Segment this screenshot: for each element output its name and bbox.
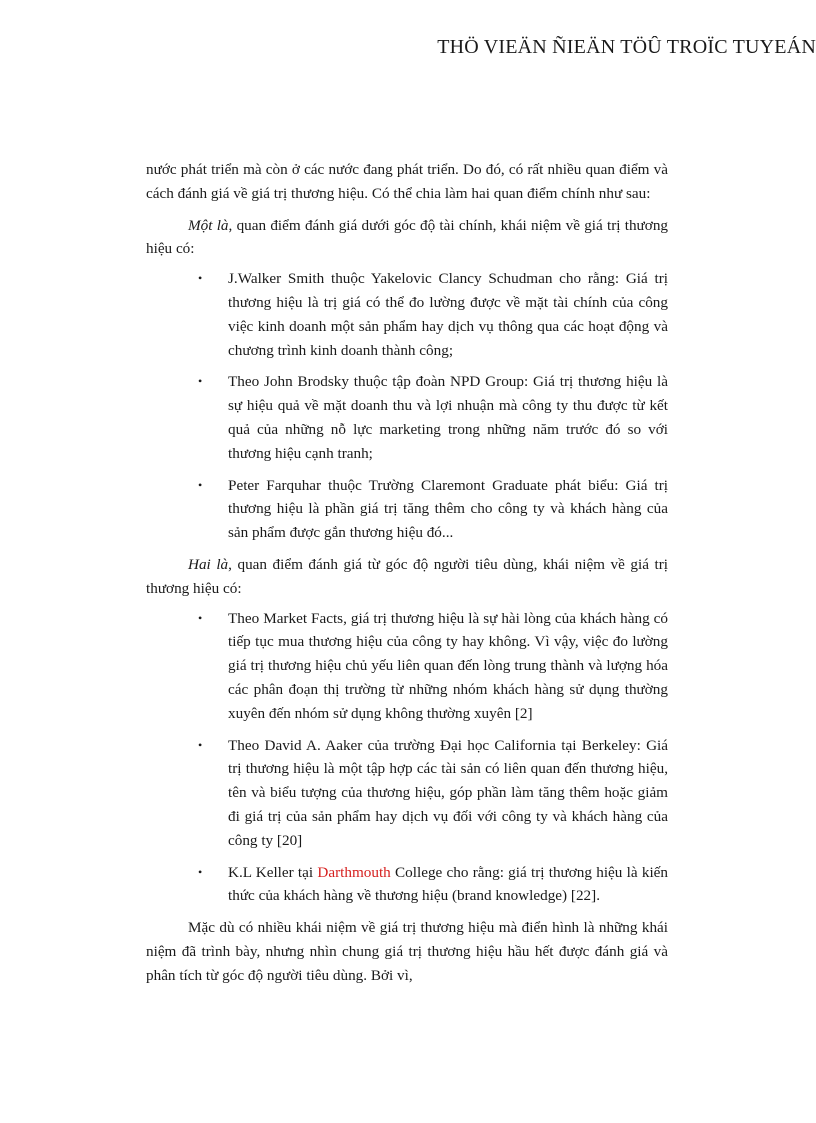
darthmouth-highlight: Darthmouth: [317, 863, 391, 881]
financial-bullet-list: [146, 267, 668, 545]
bullet-icon: •: [198, 864, 203, 879]
financial-view-text: , quan điểm đánh giá dưới góc độ tài chính, khái niệm về giá trị thương hiệu có:: [146, 216, 669, 258]
list-item: [146, 267, 668, 362]
consumer-view-paragraph: [146, 553, 668, 601]
consumer-bullet-list: [146, 607, 668, 909]
bullet-icon: •: [198, 477, 203, 492]
body-text: [146, 158, 668, 988]
list-item-text: Theo John Brodsky thuộc tập đoàn NPD Group: Giá trị thương hiệu là sự hiệu quả về mặt doanh thu và lợi nhuận mà công ty thu được từ kết quả của những nỗ lực marketing trong những năm trước đó so với thương hiệu cạnh tranh;: [228, 373, 668, 462]
list-item: [146, 370, 668, 465]
intro-paragraph: nước phát triển mà còn ở các nước đang phát triển. Do đó, có rất nhiều quan điểm và cách đánh giá về giá trị thương hiệu. Có thể chia làm hai quan điểm chính như sau:: [146, 161, 668, 202]
list-item: [146, 607, 668, 726]
list-item-text: J.Walker Smith thuộc Yakelovic Clancy Schudman cho rằng: Giá trị thương hiệu là trị giá có thể đo lường được về mặt tài chính của công việc kinh doanh một sản phẩm hay dịch vụ thông qua các hoạt động và chương trình kinh doanh thành công;: [228, 270, 668, 359]
keller-suffix: College cho rằng: giá trị thương hiệu là kiến thức của khách hàng về thương hiệu (brand knowledge) [22].: [228, 863, 668, 905]
list-item: [146, 861, 668, 909]
financial-view-lead: Một là: [188, 216, 229, 234]
list-item-text: Peter Farquhar thuộc Trường Claremont Graduate phát biểu: Giá trị thương hiệu là phần giá trị tăng thêm cho công ty và khách hàng của sản phẩm được gắn thương hiệu đó...: [228, 476, 668, 542]
financial-view-paragraph: [146, 214, 668, 262]
conclusion-paragraph: Mặc dù có nhiều khái niệm về giá trị thương hiệu mà điển hình là những khái niệm đã trình bày, nhưng nhìn chung giá trị thương hiệu hầu hết được đánh giá và phân tích từ góc độ người tiêu dùng. Bởi vì,: [146, 919, 668, 984]
bullet-icon: •: [198, 374, 203, 389]
bullet-icon: •: [198, 610, 203, 625]
keller-prefix: K.L Keller tại: [228, 863, 318, 881]
list-item-text: Theo Market Facts, giá trị thương hiệu là sự hài lòng của khách hàng có tiếp tục mua thương hiệu của công ty hay không. Vì vậy, việc đo lường giá trị thương hiệu chủ yếu liên quan đến lòng trung thành và lượng hóa các phân đoạn thị trường từ những nhóm khách hàng sử dụng thường xuyên đến nhóm sử dụng không thường xuyên [2]: [228, 609, 668, 722]
consumer-view-text: , quan điểm đánh giá từ góc độ người tiêu dùng, khái niệm về giá trị thương hiệu có:: [146, 555, 668, 597]
list-item-text: Theo David A. Aaker của trường Đại học California tại Berkeley: Giá trị thương hiệu là một tập hợp các tài sản có liên quan đến thương hiệu, tên và biểu tượng của thương hiệu, góp phần làm tăng thêm hoặc giảm đi giá trị của sản phẩm hay dịch vụ đối với công ty và khách hàng của công ty [20]: [228, 736, 668, 849]
running-header: THÖ VIEÄN ÑIEÄN TÖÛ TROÏC TUYEÁN: [437, 36, 816, 58]
bullet-icon: •: [198, 737, 203, 752]
bullet-icon: •: [198, 271, 203, 286]
consumer-view-lead: Hai là: [188, 555, 229, 573]
list-item: [146, 734, 668, 853]
list-item: [146, 474, 668, 545]
